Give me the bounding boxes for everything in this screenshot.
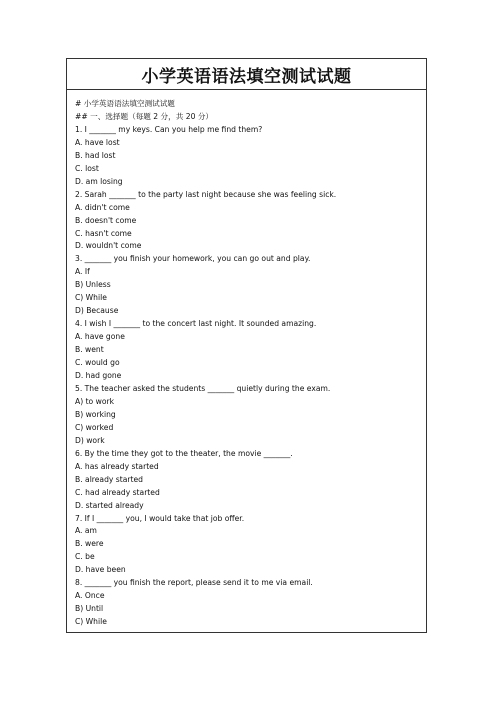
option-line: C) While <box>75 617 107 627</box>
question-line: 8. _______ you finish the report, please send it to me via email. <box>75 578 313 588</box>
option-line: B. were <box>75 539 104 549</box>
document-frame <box>66 58 427 633</box>
option-line: A. have lost <box>75 137 120 147</box>
option-line: A. didn't come <box>75 202 130 212</box>
document-body <box>67 90 426 629</box>
option-line: A. has already started <box>75 461 159 471</box>
option-line: C. had already started <box>75 487 160 497</box>
option-line: D) work <box>75 435 105 445</box>
option-line: B. doesn't come <box>75 215 137 225</box>
option-line: C. be <box>75 552 95 562</box>
question-line: 7. If I _______ you, I would take that job offer. <box>75 513 245 523</box>
option-line: B) working <box>75 409 116 419</box>
option-line: D. had gone <box>75 371 122 381</box>
option-line: B. had lost <box>75 150 116 160</box>
option-line: C) While <box>75 293 107 303</box>
option-line: A. If <box>75 267 90 277</box>
option-line: A) to work <box>75 396 114 406</box>
option-line: B. went <box>75 345 104 355</box>
option-line: D) Because <box>75 306 119 316</box>
option-line: D. wouldn't come <box>75 241 142 251</box>
question-line: 2. Sarah _______ to the party last night because she was feeling sick. <box>75 189 337 199</box>
option-line: A. am <box>75 526 97 536</box>
option-line: A. Once <box>75 591 105 601</box>
question-line: 3. _______ you finish your homework, you can go out and play. <box>75 254 311 264</box>
option-line: C. lost <box>75 163 99 173</box>
page-title: 小学英语语法填空测试试题 <box>141 66 352 87</box>
question-line: 6. By the time they got to the theater, the movie _______. <box>75 448 293 458</box>
option-line: C) worked <box>75 422 114 432</box>
option-line: D. have been <box>75 565 126 575</box>
option-line: C. hasn't come <box>75 228 132 238</box>
question-line: 5. The teacher asked the students _______ quietly during the exam. <box>75 383 331 393</box>
option-line: B. already started <box>75 474 143 484</box>
option-line: D. started already <box>75 500 144 510</box>
option-line: A. have gone <box>75 332 125 342</box>
option-line: B) Unless <box>75 280 111 290</box>
title-row <box>67 59 426 90</box>
option-line: C. would go <box>75 358 120 368</box>
heading-2: ## 一、选择题（每题 2 分，共 20 分） <box>75 111 214 121</box>
heading-1: # 小学英语语法填空测试试题 <box>75 99 175 108</box>
question-line: 1. I _______ my keys. Can you help me find them? <box>75 124 263 134</box>
option-line: D. am losing <box>75 176 123 186</box>
option-line: B) Until <box>75 604 104 614</box>
question-line: 4. I wish I _______ to the concert last night. It sounded amazing. <box>75 319 317 329</box>
